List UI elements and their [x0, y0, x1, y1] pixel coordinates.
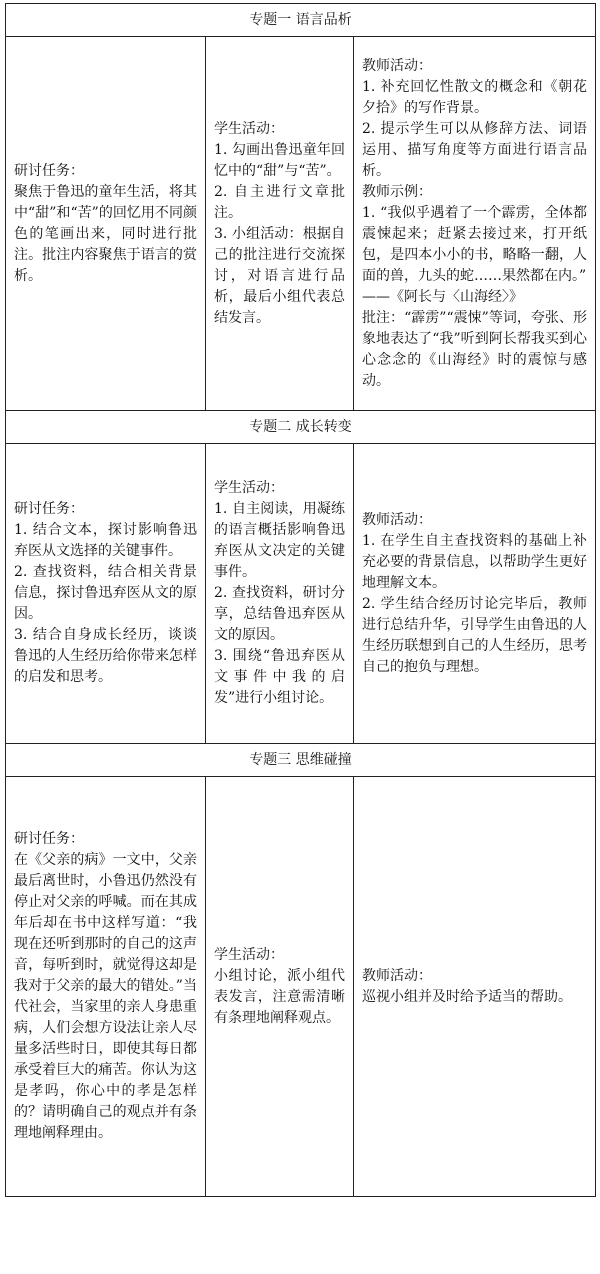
topic-title: 专题二 成长转变	[6, 411, 596, 444]
example-heading: 教师示例：	[362, 183, 432, 200]
teacher-heading: 教师活动：	[362, 57, 432, 74]
student-activity-cell	[206, 777, 354, 1197]
student-heading: 学生活动：	[214, 120, 284, 137]
lesson-activity-table	[5, 3, 596, 1197]
example-note: 批注：“霹雳”“震悚”等词，夸张、形象地表达了“我”听到阿长帮我买到心心念念的《山海经》时的震惊与感动。	[362, 309, 588, 389]
student-activity-cell	[206, 444, 354, 744]
topic-header-row	[6, 411, 596, 444]
student-item: 2. 查找资料，研讨分享，总结鲁迅弃医从文的原因。	[214, 585, 345, 643]
teacher-item: 1. 在学生自主查找资料的基础上补充必要的背景信息，以帮助学生更好地理解文本。	[362, 532, 588, 591]
topic-title: 专题一 语言品析	[6, 4, 596, 37]
example-quote: 1. “我似乎遇着了一个霹雳，全体都震悚起来；赶紧去接过来，打开纸包，是四本小小的书，略略一翻，人面的兽，九头的蛇……果然都在内。”	[362, 204, 588, 284]
student-item: 小组讨论，派小组代表发言，注意需清晰有条理地阐释观点。	[214, 967, 345, 1026]
teacher-heading: 教师活动：	[362, 967, 432, 984]
topic-header-row	[6, 4, 596, 37]
teacher-activity-cell	[354, 444, 596, 744]
topic-content-row	[6, 37, 596, 411]
task-item: 3. 结合自身成长经历，谈谈鲁迅的人生经历给你带来怎样的启发和思考。	[14, 627, 197, 685]
student-item: 3. 围绕“鲁迅弃医从文事件中我的启发”进行小组讨论。	[214, 648, 345, 706]
teacher-item: 1. 补充回忆性散文的概念和《朝花夕拾》的写作背景。	[362, 78, 588, 116]
topic-content-row	[6, 444, 596, 744]
student-item: 1. 自主阅读，用凝练的语言概括影响鲁迅弃医从文决定的关键事件。	[214, 501, 345, 580]
teacher-item: 2. 学生结合经历讨论完毕后，教师进行总结升华，引导学生由鲁迅的人生经历联想到自己的人生经历，思考自己的抱负与理想。	[362, 595, 588, 675]
teacher-activity-cell	[354, 37, 596, 411]
teacher-heading: 教师活动：	[362, 511, 432, 528]
task-cell	[6, 444, 206, 744]
task-cell	[6, 37, 206, 411]
task-item: 1. 结合文本，探讨影响鲁迅弃医从文选择的关键事件。	[14, 522, 197, 559]
teacher-activity-cell	[354, 777, 596, 1197]
teacher-item: 巡视小组并及时给予适当的帮助。	[362, 988, 572, 1005]
teacher-item: 2. 提示学生可以从修辞方法、词语运用、描写角度等方面进行语言品析。	[362, 120, 588, 179]
student-item: 2. 自主进行文章批注。	[214, 183, 345, 221]
student-heading: 学生活动：	[214, 946, 284, 963]
task-heading: 研讨任务：	[14, 831, 84, 847]
student-heading: 学生活动：	[214, 480, 284, 496]
task-heading: 研讨任务：	[14, 501, 84, 517]
student-activity-cell	[206, 37, 354, 411]
task-heading: 研讨任务：	[14, 162, 84, 179]
topic-header-row	[6, 744, 596, 777]
task-item: 聚焦于鲁迅的童年生活，将其中“甜”和“苦”的回忆用不同颜色的笔画出来，同时进行批注。批注内容聚焦于语言的赏析。	[14, 183, 197, 284]
student-item: 3. 小组活动：根据自己的批注进行交流探讨，对语言进行品析，最后小组代表总结发言。	[214, 225, 345, 326]
task-item: 在《父亲的病》一文中，父亲最后离世时，小鲁迅仍然没有停止对父亲的呼喊。而在其成年后却在书中这样写道：“我现在还听到那时的自己的这声音，每听到时，就觉得这却是我对于父亲的最大的错处。”当代社会，当家里的亲人身患重病，人们会想方设法让亲人尽量多活些时日，即使其每日都承受着巨大的痛苦。你认为这是孝吗，你心中的孝是怎样的？请明确自己的观点并有条理地阐释理由。	[14, 852, 197, 1141]
topic-title: 专题三 思维碰撞	[6, 744, 596, 777]
topic-content-row	[6, 777, 596, 1197]
task-cell	[6, 777, 206, 1197]
student-item: 1. 勾画出鲁迅童年回忆中的“甜”与“苦”。	[214, 141, 345, 179]
task-item: 2. 查找资料，结合相关背景信息，探讨鲁迅弃医从文的原因。	[14, 564, 197, 622]
example-source: ——《阿长与〈山海经〉》	[362, 288, 523, 305]
